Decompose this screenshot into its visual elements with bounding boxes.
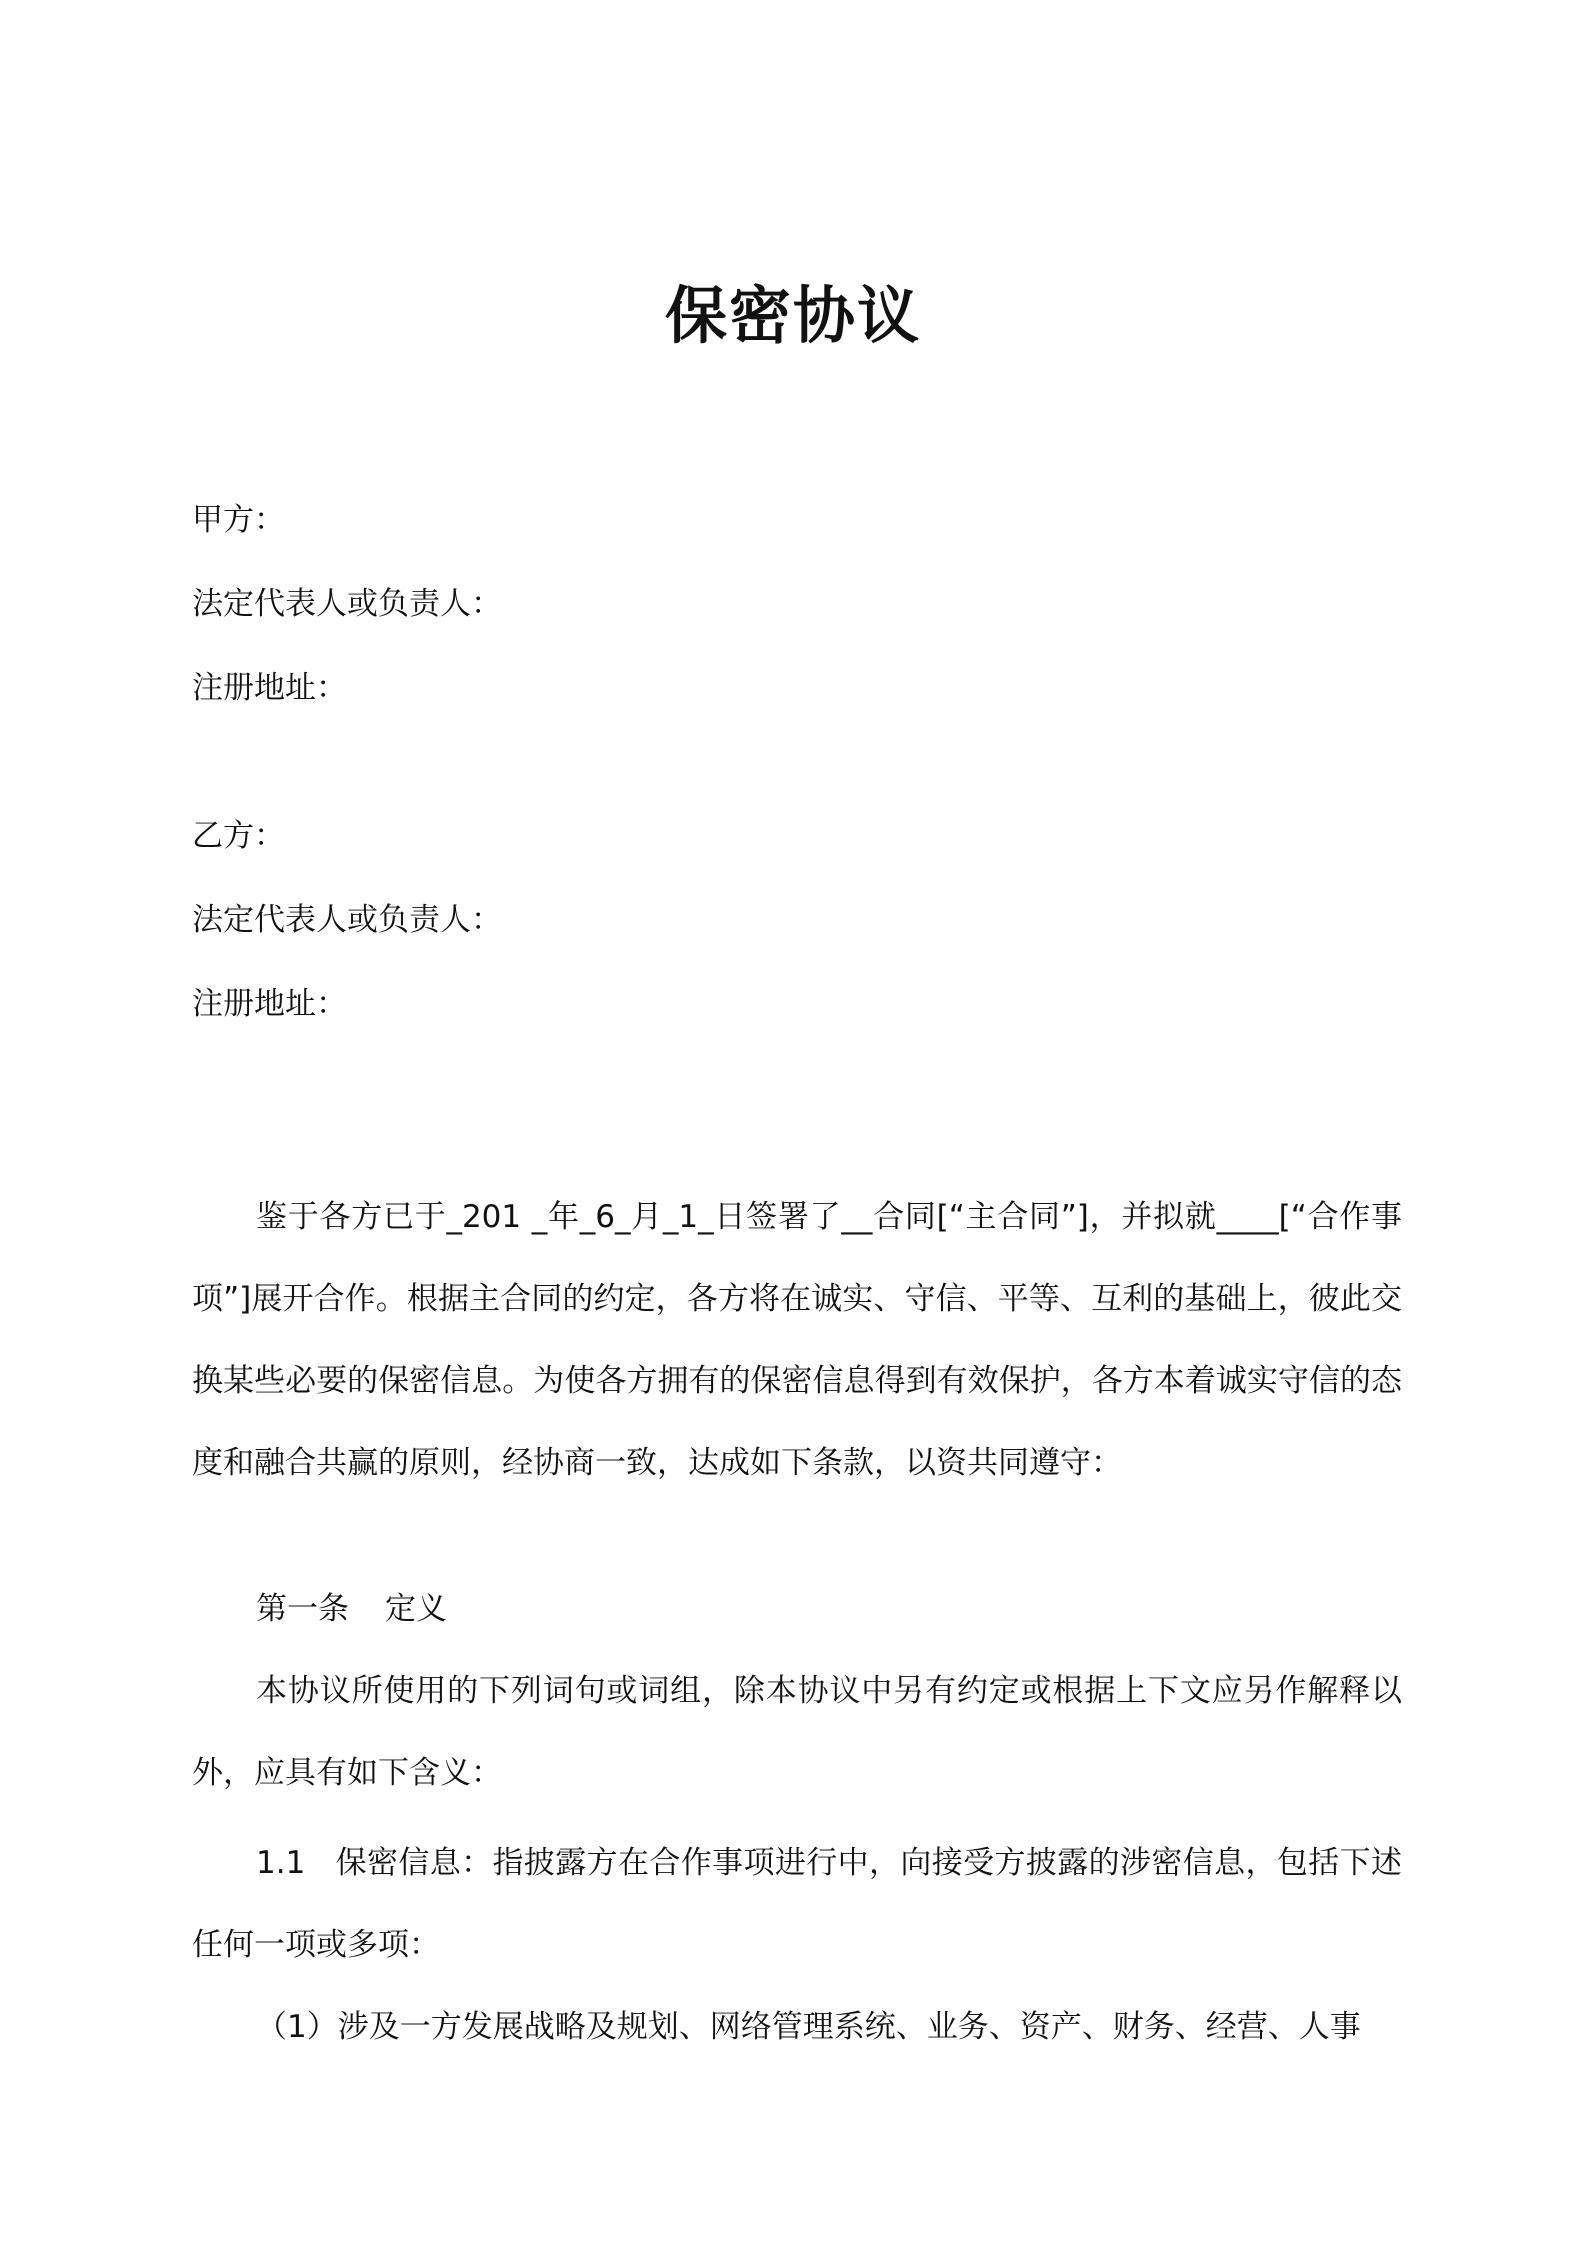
party-a-address-label: 注册地址：: [192, 670, 347, 706]
article-1-heading: [192, 1591, 447, 1628]
clause-1-1: [192, 1822, 1402, 1986]
party-b-name-label: 乙方：: [192, 818, 285, 854]
clause-1-1-item-1: （1）涉及一方发展战略及规划、网络管理系统、业务、资产、财务、经营、人事: [256, 2009, 1361, 2045]
party-b-address-label: 注册地址：: [192, 986, 347, 1022]
preamble-paragraph: 鉴于各方已于_201 _年_6_月_1_日签署了__合同[“主合同”]，并拟就____[“合作事项”]展开合作。根据主合同的约定，各方将在诚实、守信、平等、互利的基础上，彼此交换某些必要的保密信息。为使各方拥有的保密信息得到有效保护，各方本着诚实守信的态度和融合共赢的原则，经协商一致，达成如下条款，以资共同遵守：: [192, 1199, 1402, 1481]
clause-1-1-number: 1.1: [256, 1845, 306, 1881]
party-a-name-label: 甲方：: [192, 502, 285, 538]
party-b-rep-label: 法定代表人或负责人：: [192, 902, 502, 938]
document-title: 保密协议: [664, 279, 921, 352]
article-1-title: 定义: [385, 1591, 447, 1627]
article-1-number: 第一条: [256, 1591, 349, 1627]
clause-1-1-text: 保密信息：指披露方在合作事项进行中，向接受方披露的涉密信息，包括下述任何一项或多项：: [192, 1845, 1402, 1963]
article-1-intro: 本协议所使用的下列词句或词组，除本协议中另有约定或根据上下文应另作解释以外，应具有如下含义：: [192, 1673, 1402, 1791]
party-a-rep-label: 法定代表人或负责人：: [192, 586, 502, 622]
